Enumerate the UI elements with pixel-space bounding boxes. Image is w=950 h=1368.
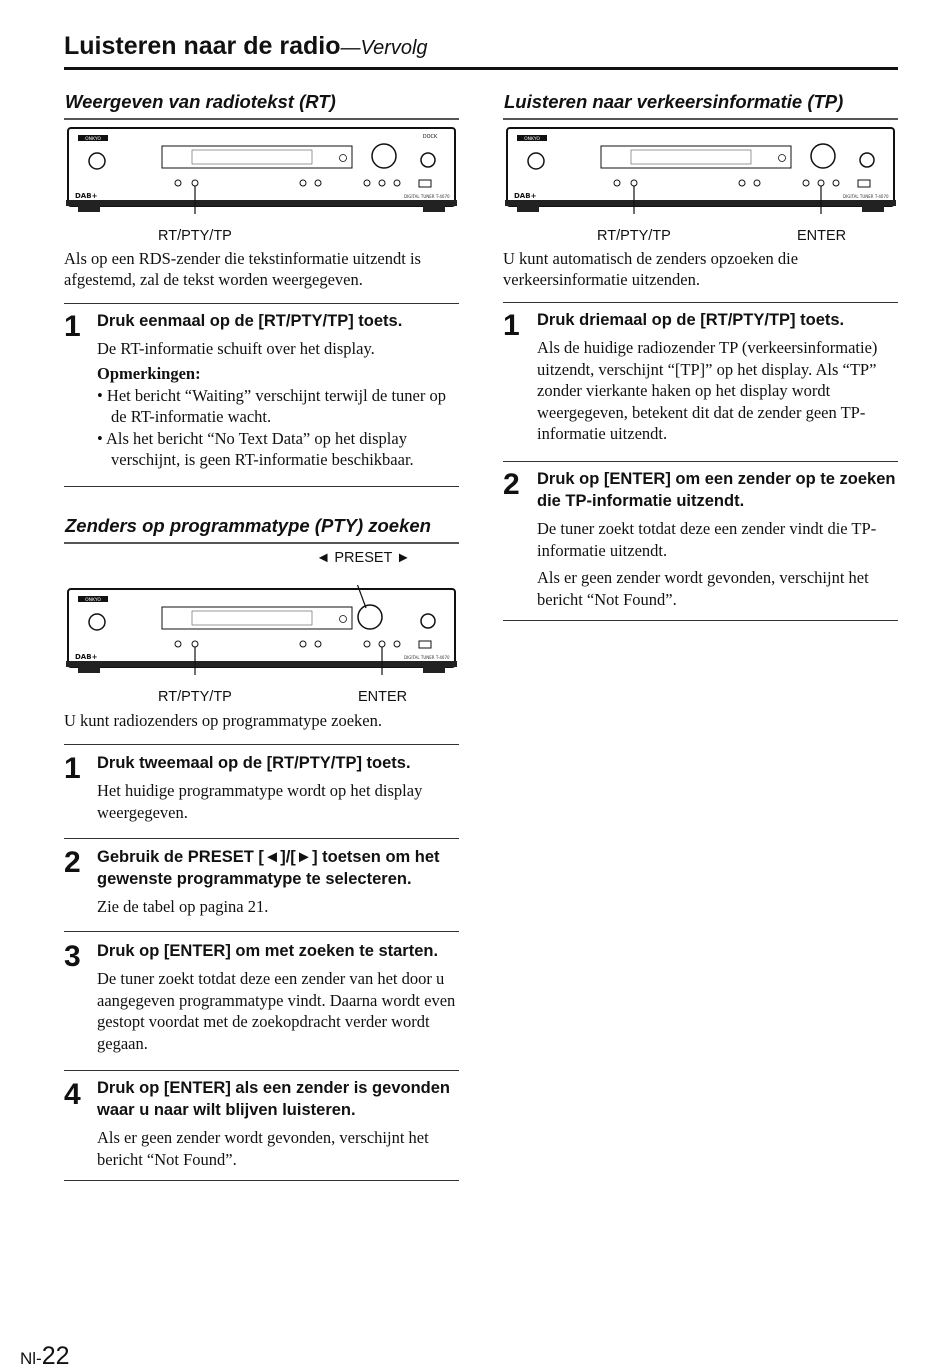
svg-text:DIGITAL TUNER T-4070: DIGITAL TUNER T-4070 xyxy=(404,655,450,660)
page-number xyxy=(20,1342,70,1368)
tp-rule-3 xyxy=(503,620,898,621)
tp-rule-2 xyxy=(503,461,898,462)
tuner-front-panel xyxy=(503,124,898,214)
svg-text:DIGITAL TUNER T-4070: DIGITAL TUNER T-4070 xyxy=(404,194,450,199)
svg-text:DAB+: DAB+ xyxy=(75,192,98,200)
rt-notes-title: Opmerkingen: xyxy=(97,363,201,383)
pty-step4-heading: Druk op [ENTER] als een zender is gevonden waar u naar wilt blijven luisteren. xyxy=(97,1079,450,1119)
svg-text:ONKYO: ONKYO xyxy=(85,137,101,142)
tp-step2-text-1: De tuner zoekt totdat deze een zender vindt die TP-informatie uitzendt. xyxy=(537,519,877,560)
tuner-illustration-rt xyxy=(64,124,459,214)
tp-callout-rtptytp: RT/PTY/TP xyxy=(597,228,671,244)
pty-rule-4 xyxy=(64,1070,459,1071)
tp-step2-text-2: Als er geen zender wordt gevonden, verschijnt het bericht “Not Found”. xyxy=(537,568,869,609)
tp-section-rule xyxy=(503,118,898,120)
pty-step4-body: Als er geen zender wordt gevonden, verschijnt het bericht “Not Found”. xyxy=(97,1128,429,1169)
tp-callout-enter: ENTER xyxy=(797,228,847,244)
rt-step1-number: 1 xyxy=(64,310,81,343)
tp-step2-body xyxy=(537,518,898,610)
pty-step3-number: 3 xyxy=(64,940,81,973)
rt-callout-rtptytp: RT/PTY/TP xyxy=(158,228,232,244)
svg-text:DIGITAL TUNER T-4070: DIGITAL TUNER T-4070 xyxy=(843,194,889,199)
pty-step2-heading: Gebruik de PRESET [◄]/[►] toetsen om het gewenste programmatype te selecteren. xyxy=(97,848,440,888)
tuner-illustration-tp xyxy=(503,124,898,214)
page-header xyxy=(64,30,898,70)
pty-rule-3 xyxy=(64,931,459,932)
pty-rule-1 xyxy=(64,744,459,745)
svg-text:DOCK: DOCK xyxy=(422,134,438,140)
pty-step1-heading: Druk tweemaal op de [RT/PTY/TP] toets. xyxy=(97,754,411,772)
tuner-illustration-pty xyxy=(64,585,459,675)
rt-step1-heading: Druk eenmaal op de [RT/PTY/TP] toets. xyxy=(97,312,403,330)
svg-text:DAB+: DAB+ xyxy=(514,192,537,200)
page-number-value: 22 xyxy=(41,1342,70,1368)
rt-note-2: • Als het bericht “No Text Data” op het display verschijnt, is geen RT-informatie beschikbaar. xyxy=(97,428,414,469)
tp-intro: U kunt automatisch de zenders opzoeken die verkeersinformatie uitzenden. xyxy=(503,249,799,289)
tp-section-title: Luisteren naar verkeersinformatie (TP) xyxy=(504,91,844,112)
pty-step3-heading: Druk op [ENTER] om met zoeken te starten. xyxy=(97,942,439,960)
pty-section-title: Zenders op programmatype (PTY) zoeken xyxy=(65,515,431,536)
tuner-front-panel xyxy=(64,585,459,675)
svg-text:ONKYO: ONKYO xyxy=(85,598,101,603)
svg-text:DAB+: DAB+ xyxy=(75,653,98,661)
pty-callout-preset: ◄ PRESET ► xyxy=(316,550,411,566)
rt-note-1: • Het bericht “Waiting” verschijnt terwijl de tuner op de RT-informatie wacht. xyxy=(97,385,446,426)
pty-step4-number: 4 xyxy=(64,1078,81,1111)
rt-section-rule xyxy=(64,118,459,120)
rt-intro: Als op een RDS-zender die tekstinformatie uitzendt is afgestemd, zal de tekst worden weergegeven. xyxy=(64,249,421,289)
rt-rule-1 xyxy=(64,303,459,304)
pty-callout-rtptytp: RT/PTY/TP xyxy=(158,689,232,705)
tp-step1-number: 1 xyxy=(503,309,520,342)
pty-intro: U kunt radiozenders op programmatype zoeken. xyxy=(64,711,382,730)
pty-step3-body: De tuner zoekt totdat deze een zender van het door u aangegeven programmatype vindt. Daarna wordt even gestopt voordat met de zoekopdracht verder wordt gegaan. xyxy=(97,969,456,1053)
tp-step2-heading: Druk op [ENTER] om een zender op te zoeken die TP-informatie uitzendt. xyxy=(537,470,896,510)
tuner-front-panel xyxy=(64,124,459,214)
pty-step1-number: 1 xyxy=(64,752,81,785)
pty-step2-number: 2 xyxy=(64,846,81,879)
pty-rule-2 xyxy=(64,838,459,839)
page-title: Luisteren naar de radio—Vervolg xyxy=(64,32,428,60)
rt-rule-2 xyxy=(64,486,459,487)
pty-section-rule xyxy=(64,542,459,544)
page-number-prefix: Nl- xyxy=(20,1349,42,1368)
tp-rule-1 xyxy=(503,302,898,303)
pty-step1-body: Het huidige programmatype wordt op het display weergegeven. xyxy=(97,781,423,822)
pty-step2-body: Zie de tabel op pagina 21. xyxy=(97,897,269,916)
svg-text:ONKYO: ONKYO xyxy=(524,137,540,142)
tp-step2-number: 2 xyxy=(503,468,520,501)
pty-callout-enter: ENTER xyxy=(358,689,408,705)
tp-step1-heading: Druk driemaal op de [RT/PTY/TP] toets. xyxy=(537,311,845,329)
rt-step1-body xyxy=(97,338,459,471)
rt-section-title: Weergeven van radiotekst (RT) xyxy=(65,91,336,112)
pty-rule-5 xyxy=(64,1180,459,1181)
page-subtitle: —Vervolg xyxy=(340,37,428,59)
rt-step1-text: De RT-informatie schuift over het display. xyxy=(97,339,375,358)
tp-step1-body: Als de huidige radiozender TP (verkeersinformatie) uitzendt, verschijnt “[TP]” op het display. Als “TP” zonder vierkante haken op het display wordt weergegeven, betekent dit dat de zender geen TP-informatie uitzendt. xyxy=(537,338,878,443)
